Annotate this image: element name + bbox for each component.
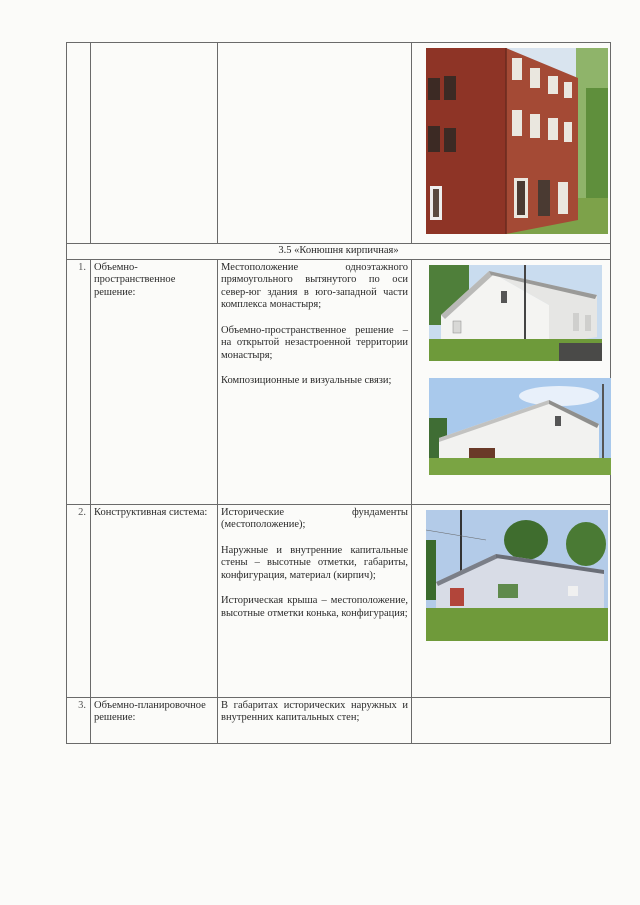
row-description	[218, 504, 412, 697]
row-number: 1.	[67, 259, 91, 504]
heritage-table	[66, 42, 611, 744]
row-description	[218, 697, 412, 743]
table-row	[67, 259, 611, 504]
row-name: Конструктивная система:	[91, 504, 218, 697]
description-paragraph: Историческая крыша – местоположение, высотные отметки конька, конфигурация;	[221, 595, 408, 619]
continuation-photo-cell	[412, 43, 611, 244]
description-paragraph: Наружные и внутренние капитальные стены – высотные отметки, габариты, конфигурация, материал (кирпич);	[221, 544, 408, 581]
row-name: Объемно-планировочное решение:	[91, 697, 218, 743]
row-photos	[412, 504, 611, 697]
row-photos	[412, 259, 611, 504]
continuation-row	[67, 43, 611, 244]
row-number: 3.	[67, 697, 91, 743]
description-paragraph: Композиционные и визуальные связи;	[221, 375, 392, 386]
description-paragraph: Исторические фундаменты (местоположение);	[221, 506, 408, 530]
table-row	[67, 697, 611, 743]
description-paragraph: Объемно-пространственное решение – на открытой незастроенной территории монастыря;	[221, 324, 408, 361]
description-paragraph: Местоположение одноэтажного прямоугольного вытянутого по оси север-юг здания в юго-западной части комплекса монастыря;	[221, 261, 408, 310]
section-heading-row	[67, 244, 611, 260]
row-name: Объемно-пространственное решение:	[91, 259, 218, 504]
stable-photo-side	[426, 510, 608, 641]
row-number: 2.	[67, 504, 91, 697]
description-paragraph: В габаритах исторических наружных и внутренних капитальных стен;	[221, 699, 408, 723]
row-photos	[412, 697, 611, 743]
brick-building-photo	[426, 48, 608, 234]
stable-photo-gable	[429, 378, 611, 475]
stable-photo-front	[429, 265, 602, 361]
continuation-name-cell	[91, 43, 218, 244]
table-row	[67, 504, 611, 697]
section-title: 3.5 «Конюшня кирпичная»	[67, 244, 611, 260]
row-description	[218, 259, 412, 504]
continuation-num-cell	[67, 43, 91, 244]
continuation-text-cell	[218, 43, 412, 244]
